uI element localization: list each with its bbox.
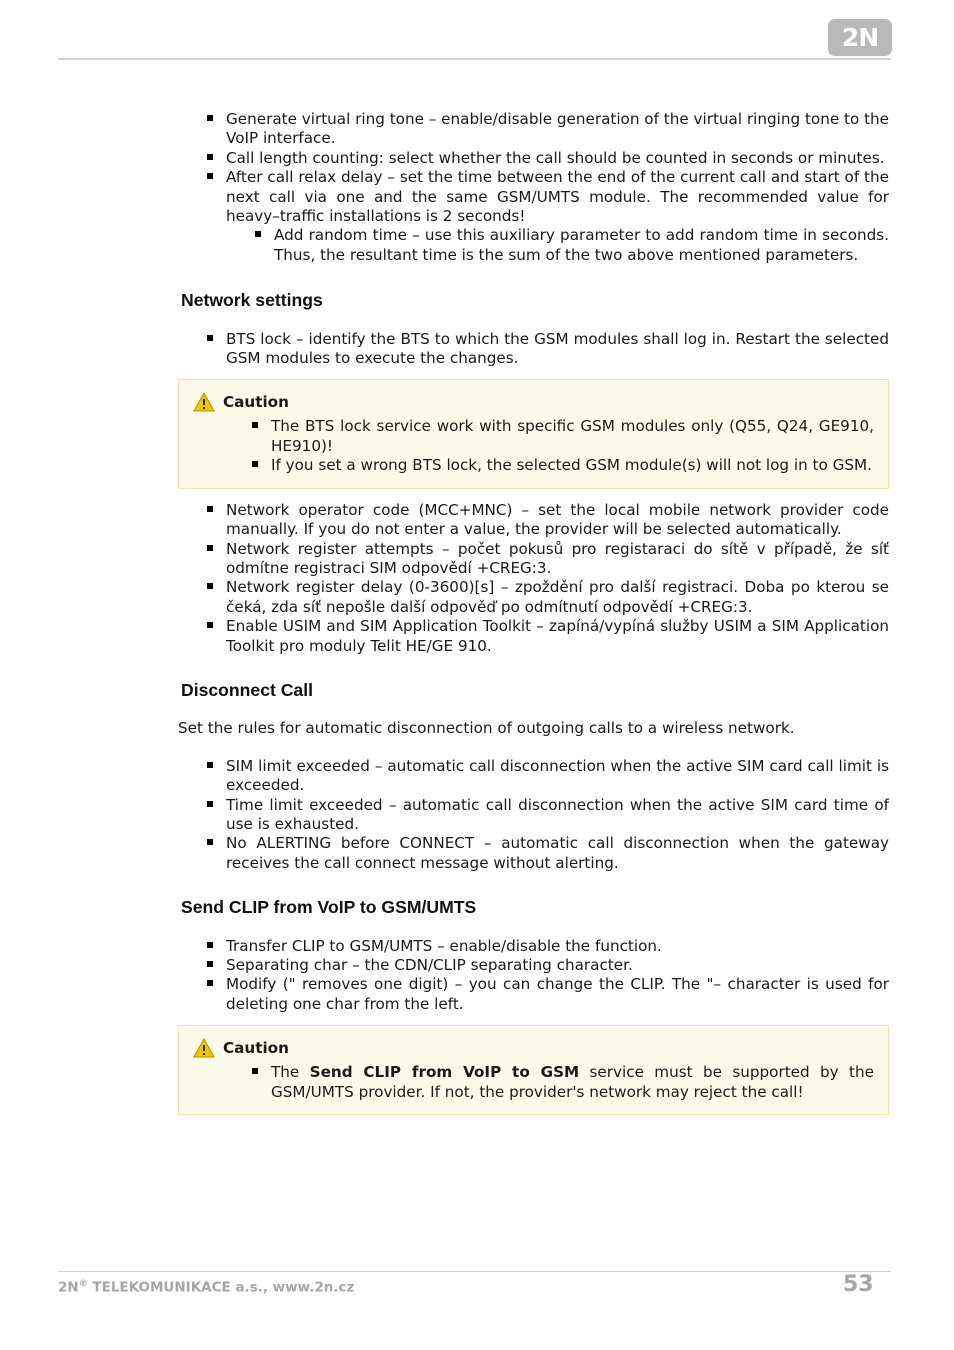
intro-list: [178, 110, 889, 226]
clip-caution-box: [178, 1025, 889, 1115]
disconnect-list: [178, 757, 889, 873]
page-content: [178, 110, 889, 1115]
warning-icon: [193, 1038, 215, 1058]
list-item: After call relax delay – set the time between the end of the current call and start of the next call via one and the same GSM/UMTS module. The recommended value for heavy–traffic installations is 2 seconds!: [226, 168, 889, 226]
caution-title: Caution: [223, 1038, 289, 1057]
list-item: Network register delay (0-3600)[s] – zpoždění pro další registraci. Doba po kterou se čeká, zda síť nepošle další odpověď po odmítnutí odpovědí +CREG:3.: [226, 578, 889, 616]
disconnect-intro: Set the rules for automatic disconnection of outgoing calls to a wireless network.: [178, 719, 795, 738]
footer-company: [58, 1279, 354, 1296]
header-divider: [58, 58, 891, 60]
caution-text-before: The: [271, 1063, 310, 1082]
disconnect-call-heading: Disconnect Call: [181, 679, 313, 700]
list-item: Separating char – the CDN/CLIP separating character.: [226, 956, 889, 975]
brand-logo: [828, 19, 892, 56]
list-item: Time limit exceeded – automatic call disconnection when the active SIM card time of use is exhausted.: [226, 795, 889, 833]
list-item: The BTS lock service work with specific GSM modules only (Q55, Q24, GE910, HE910)!: [271, 417, 874, 455]
caution-title: Caution: [223, 392, 289, 411]
caution-text-bold: Send CLIP from VoIP to GSM: [309, 1063, 580, 1082]
list-item: Modify (" removes one digit) – you can change the CLIP. The "– character is used for deleting one char from the left.: [226, 975, 889, 1013]
list-item: Network register attempts – počet pokusů pro registaraci do sítě v případě, že síť odmítne registraci SIM odpovědí +CREG:3.: [226, 539, 889, 577]
send-clip-heading: Send CLIP from VoIP to GSM/UMTS: [181, 897, 477, 918]
registered-mark: ®: [78, 1279, 88, 1289]
intro-sub-list: [178, 226, 889, 265]
footer-brand: 2N: [58, 1279, 79, 1296]
caution-list: [193, 1063, 874, 1102]
network-list-2: [178, 501, 889, 656]
list-item: Transfer CLIP to GSM/UMTS – enable/disable the function.: [226, 937, 889, 956]
caution-text-after: service must be supported by the GSM/UMTS provider. If not, the provider's network may reject the call!: [271, 1063, 874, 1101]
network-settings-heading: Network settings: [181, 290, 323, 311]
list-item: If you set a wrong BTS lock, the selected GSM module(s) will not log in to GSM.: [271, 456, 874, 475]
clip-list: [178, 937, 889, 1015]
list-item: Add random time – use this auxiliary parameter to add random time in seconds. Thus, the resultant time is the sum of the two above mentioned parameters.: [274, 226, 889, 264]
list-item: Call length counting: select whether the call should be counted in seconds or minutes.: [226, 149, 889, 168]
bts-caution-box: [178, 379, 889, 488]
list-item: Generate virtual ring tone – enable/disable generation of the virtual ringing tone to the VoIP interface.: [226, 110, 889, 148]
list-item: SIM limit exceeded – automatic call disconnection when the active SIM card call limit is exceeded.: [226, 756, 889, 795]
page-number: 53: [843, 1272, 874, 1297]
list-item: BTS lock – identify the BTS to which the GSM modules shall log in. Restart the selected GSM modules to execute the changes.: [226, 329, 889, 368]
logo-text: 2N: [841, 23, 879, 52]
footer-divider: [58, 1271, 891, 1272]
list-item: Enable USIM and SIM Application Toolkit – zapíná/vypíná služby USIM a SIM Application Toolkit pro moduly Telit HE/GE 910.: [226, 617, 889, 655]
footer-company-name: TELEKOMUNIKACE a.s., www.2n.cz: [87, 1279, 355, 1296]
list-item: No ALERTING before CONNECT – automatic call disconnection when the gateway receives the call connect message without alerting.: [226, 834, 889, 872]
list-item: [271, 1063, 874, 1102]
warning-icon: [193, 392, 215, 412]
caution-list: [193, 417, 874, 475]
caution-header: [193, 392, 874, 412]
list-item: Network operator code (MCC+MNC) – set the local mobile network provider code manually. If you do not enter a value, the provider will be selected automatically.: [226, 500, 889, 539]
network-list: [178, 330, 889, 369]
caution-header: [193, 1038, 874, 1058]
